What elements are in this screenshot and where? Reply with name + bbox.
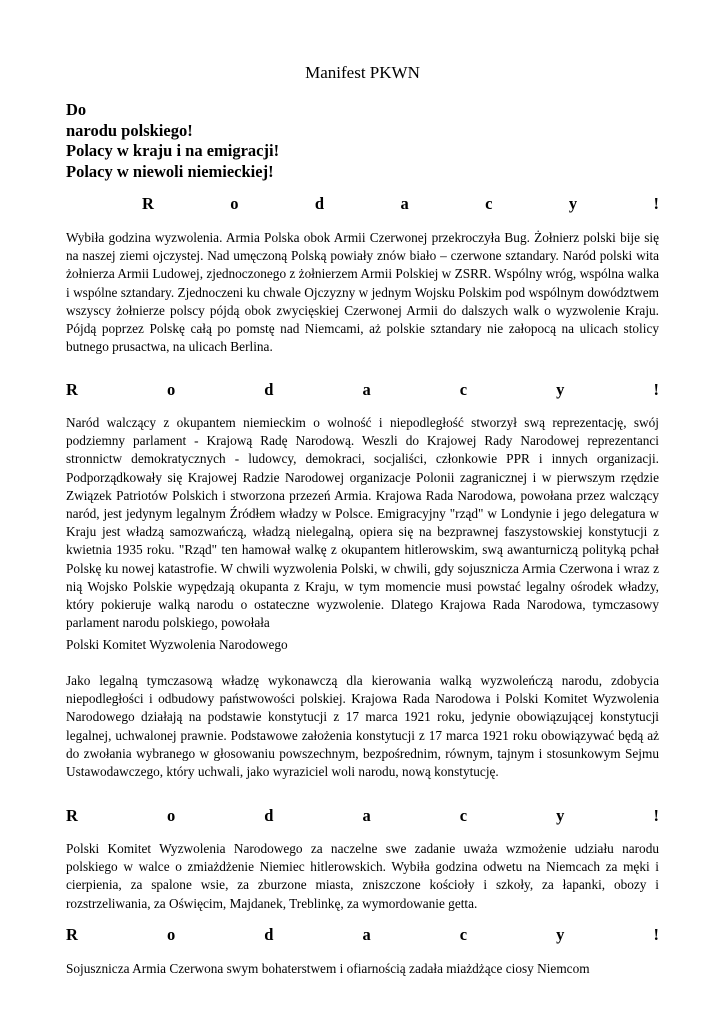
heading-letter: d <box>264 806 274 825</box>
paragraph-5: Sojusznicza Armia Czerwona swym bohaterstwem i ofiarnością zadała miażdżące ciosy Niemcom <box>66 961 590 976</box>
heading-letter: R <box>66 925 78 944</box>
heading-letter: a <box>400 194 409 213</box>
heading-letter: y <box>568 194 578 213</box>
heading-letter: c <box>459 925 468 944</box>
document-title: Manifest PKWN <box>305 63 420 82</box>
address-block <box>66 100 659 182</box>
heading-letter: a <box>362 380 371 399</box>
heading-letter: ! <box>653 380 659 399</box>
address-line: Polacy w kraju i na emigracji! <box>66 141 280 160</box>
heading-letter: a <box>362 925 371 944</box>
paragraph-4: Polski Komitet Wyzwolenia Narodowego za naczelne swe zadanie uważa wzmożenie udziału narodu polskiego w walce o zmiażdżenie Niemiec hitlerowskich. Wybiła godzina odwetu na Niemcach za męki i cierpienia, za spalone wsie, za zburzone miasta, zniszczone kościoły i szkoły, za łapanki, obozy i rozstrzeliwania, za Oświęcim, Majdanek, Treblinkę, za wymordowanie getta. <box>66 841 659 911</box>
heading-letter: c <box>459 380 468 399</box>
heading-letter: ! <box>653 806 659 825</box>
address-line: narodu polskiego! <box>66 120 193 140</box>
heading-letter: y <box>556 925 565 944</box>
rodacy-heading-2 <box>66 380 659 400</box>
heading-letter: y <box>556 380 565 399</box>
paragraph-1: Wybiła godzina wyzwolenia. Armia Polska obok Armii Czerwonej przekroczyła Bug. Żołnierz polski bije się na naszej ziemi ojczystej. Nad umęczoną Polską powiały znów biało – czerwone sztandary. Naród polski wita żołnierza Armii Ludowej, zjednoczonego z żołnierzem Armii Polskiej w ZSRR. Wspólny wróg, wspólna walka i wspólne sztandary. Zjednoczeni ku chwale Ojczyzny w jednym Wojsku Polskim pod wspólnym dowództwem wszyscy żołnierze polscy pójdą obok zwycięskiej Czerwonej Armii do dalszych walk o wyzwolenie Kraju. Pójdą poprzez Polskę całą po pomstę nad Niemcami, aż polskie sztandary nie załopocą na ulicach stolicy butnego prusactwa, na ulicach Berlina. <box>66 230 659 355</box>
heading-letter: d <box>264 380 274 399</box>
heading-letter: o <box>230 194 239 213</box>
heading-letter: ! <box>653 925 659 944</box>
heading-letter: o <box>166 806 176 825</box>
rodacy-heading-3 <box>66 806 659 826</box>
paragraph-3: Jako legalną tymczasową władzę wykonawczą dla kierowania walką wyzwoleńczą narodu, zdobycia niepodległości i odbudowy państwowości polskiej. Krajowa Rada Narodowa i Polski Komitet Wyzwolenia Narodowego działają na podstawie konstytucji z 17 marca 1921 roku, jedynie obowiązującej konstytucji legalnej, uchwalonej prawnie. Podstawowe założenia konstytucji z 17 marca 1921 roku obowiązywać będą aż do zwołania wybranego w głosowaniu powszechnym, bezpośrednim, równym, tajnym i stosunkowym Sejmu Ustawodawczego, który uchwali, jako wyraziciel woli narodu, nową konstytucję. <box>66 673 659 780</box>
heading-letter: o <box>166 925 176 944</box>
address-line: Polacy w niewoli niemieckiej! <box>66 161 274 181</box>
heading-letter: c <box>459 806 468 825</box>
heading-letter: R <box>142 194 154 213</box>
rodacy-heading-1 <box>142 194 659 214</box>
heading-letter: c <box>485 194 493 213</box>
heading-letter: a <box>362 806 371 825</box>
paragraph-2: Naród walczący z okupantem niemieckim o wolność i niepodległość stworzył swą reprezentację, swój podziemny parlament - Krajową Radę Narodową. Weszli do Krajowej Rady Narodowej reprezentanci stronnictw demokratycznych - ludowcy, demokraci, socjaliści, członkowie PPR i innych organizacji. Podporządkowały się Krajowej Radzie Narodowej organizacje Polonii zagranicznej i w pierwszym rzędzie Związek Patriotów Polskich i stworzona przezeń Armia. Krajowa Rada Narodowa, powołana przez walczący naród, jest jedynym legalnym Źródłem władzy w Polsce. Emigracyjny "rząd" w Londynie i jego delegatura w Kraju jest władzą samozwańczą, władzą nielegalną, opiera się na bezprawnej faszystowskiej konstytucji z kwietnia 1935 roku. "Rząd" ten hamował walkę z okupantem hitlerowskim, swą awanturniczą polityką pchał Polskę ku nowej katastrofie. W chwili wyzwolenia Polski, w chwili, gdy sojusznicza Armia Czerwona i wraz z nią Wojsko Polskie wypędzają okupanta z Kraju, w tym momencie musi powstać legalny ośrodek władzy, który pokieruje walką narodu o ostateczne wyzwolenie. Dlatego Krajowa Rada Narodowa, tymczasowy parlament narodu polskiego, powołała <box>66 415 659 631</box>
heading-letter: ! <box>653 194 659 213</box>
heading-letter: y <box>556 806 565 825</box>
heading-letter: d <box>314 194 325 213</box>
address-line: Do <box>66 100 87 119</box>
heading-letter: d <box>264 925 274 944</box>
paragraph-committee-name: Polski Komitet Wyzwolenia Narodowego <box>66 637 288 652</box>
rodacy-heading-4 <box>66 925 659 945</box>
heading-letter: R <box>66 380 78 399</box>
heading-letter: o <box>166 380 176 399</box>
heading-letter: R <box>66 806 78 825</box>
